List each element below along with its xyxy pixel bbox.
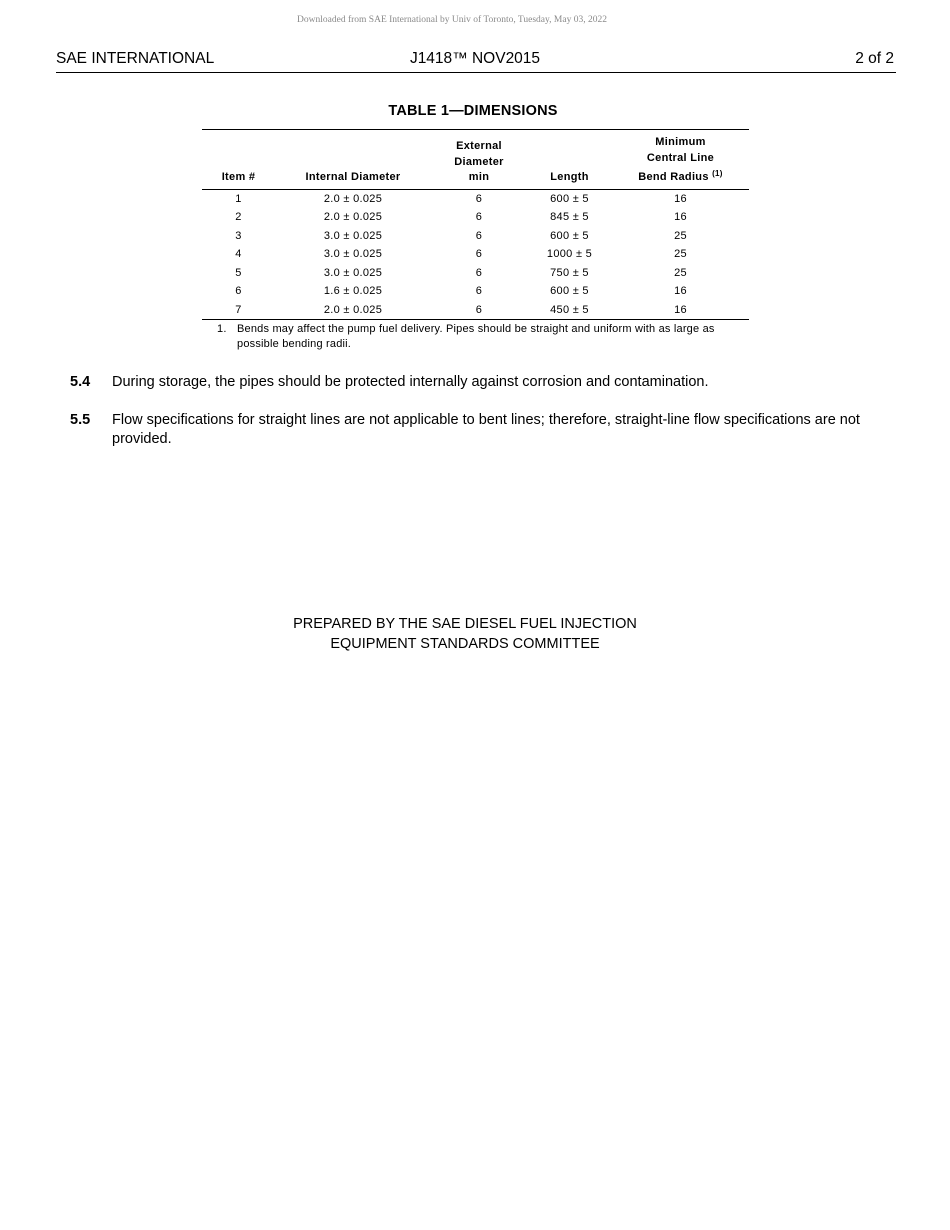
cell-length: 450 ± 5 (550, 303, 589, 316)
table-row (202, 208, 749, 227)
table-row (202, 227, 749, 246)
prepared-by-line1: PREPARED BY THE SAE DIESEL FUEL INJECTION (293, 616, 637, 632)
table-row (202, 264, 749, 283)
table-footnote (217, 322, 737, 352)
section-text: During storage, the pipes should be protected internally against corrosion and contamination. (112, 374, 709, 390)
header-external-diameter (431, 130, 527, 190)
section-5-4 (70, 373, 880, 392)
cell-item: 2 (235, 211, 242, 224)
header-item: Item # (202, 130, 275, 190)
cell-internal-diameter: 3.0 ± 0.025 (323, 229, 383, 242)
prepared-by-line2: EQUIPMENT STANDARDS COMMITTEE (330, 635, 600, 652)
header-organization: SAE INTERNATIONAL (56, 50, 215, 67)
cell-internal-diameter: 2.0 ± 0.025 (323, 303, 383, 316)
cell-item: 6 (235, 285, 242, 298)
footnote-number: 1. (217, 323, 227, 335)
cell-length: 1000 ± 5 (546, 248, 593, 261)
section-number: 5.4 (70, 374, 91, 390)
cell-internal-diameter: 3.0 ± 0.025 (323, 266, 383, 279)
table-row (202, 301, 749, 320)
header-page-number: 2 of 2 (855, 50, 894, 67)
cell-item: 1 (235, 192, 242, 205)
cell-item: 7 (235, 303, 242, 316)
section-number: 5.5 (70, 412, 91, 428)
cell-length: 750 ± 5 (550, 266, 589, 279)
cell-length: 845 ± 5 (550, 211, 589, 224)
cell-external-diameter: 6 (475, 285, 483, 298)
cell-bend-radius: 25 (674, 229, 687, 242)
header-radius-line1: Minimum (655, 136, 706, 148)
header-external-line3: min (468, 171, 490, 183)
table-row (202, 282, 749, 301)
table-row (202, 189, 749, 208)
section-5-5 (70, 411, 880, 448)
header-external-line1: External (456, 140, 502, 152)
table-title: TABLE 1—DIMENSIONS (388, 103, 558, 119)
cell-external-diameter: 6 (475, 248, 483, 261)
cell-external-diameter: 6 (475, 211, 483, 224)
cell-external-diameter: 6 (475, 229, 483, 242)
cell-external-diameter: 6 (475, 266, 483, 279)
page-header (56, 50, 896, 73)
cell-bend-radius: 25 (674, 248, 687, 261)
table-header-row (202, 130, 749, 190)
header-external-line2: Diameter (454, 155, 504, 168)
cell-item: 3 (235, 229, 242, 242)
cell-internal-diameter: 3.0 ± 0.025 (323, 248, 383, 261)
cell-bend-radius: 25 (674, 266, 687, 279)
cell-bend-radius: 16 (674, 285, 687, 298)
cell-external-diameter: 6 (475, 303, 483, 316)
header-internal-diameter: Internal Diameter (275, 130, 431, 190)
header-length: Length (527, 130, 612, 190)
header-bend-radius (612, 130, 749, 190)
cell-length: 600 ± 5 (550, 229, 589, 242)
cell-bend-radius: 16 (674, 211, 687, 224)
table-body (202, 189, 749, 320)
cell-length: 600 ± 5 (550, 192, 589, 205)
download-watermark: Downloaded from SAE International by Univ of Toronto, Tuesday, May 03, 2022 (297, 15, 607, 25)
cell-length: 600 ± 5 (550, 285, 589, 298)
cell-internal-diameter: 1.6 ± 0.025 (323, 285, 383, 298)
prepared-by (0, 615, 930, 654)
cell-item: 4 (235, 248, 242, 261)
header-radius-line3: Bend Radius (638, 171, 709, 183)
footnote-text: Bends may affect the pump fuel delivery. Pipes should be straight and uniform with as large as possible bending radii. (237, 323, 715, 350)
cell-bend-radius: 16 (674, 303, 687, 316)
section-text: Flow specifications for straight lines are not applicable to bent lines; therefore, straight-line flow specifications are not provided. (112, 412, 860, 447)
dimensions-table (202, 129, 749, 320)
footnote-reference: (1) (712, 169, 723, 178)
cell-bend-radius: 16 (674, 192, 687, 205)
header-document-id: J1418™ NOV2015 (409, 50, 541, 67)
cell-item: 5 (235, 266, 242, 279)
header-radius-line2: Central Line (646, 151, 715, 164)
cell-internal-diameter: 2.0 ± 0.025 (323, 211, 383, 224)
table-row (202, 245, 749, 264)
cell-internal-diameter: 2.0 ± 0.025 (323, 192, 383, 205)
cell-external-diameter: 6 (475, 192, 483, 205)
